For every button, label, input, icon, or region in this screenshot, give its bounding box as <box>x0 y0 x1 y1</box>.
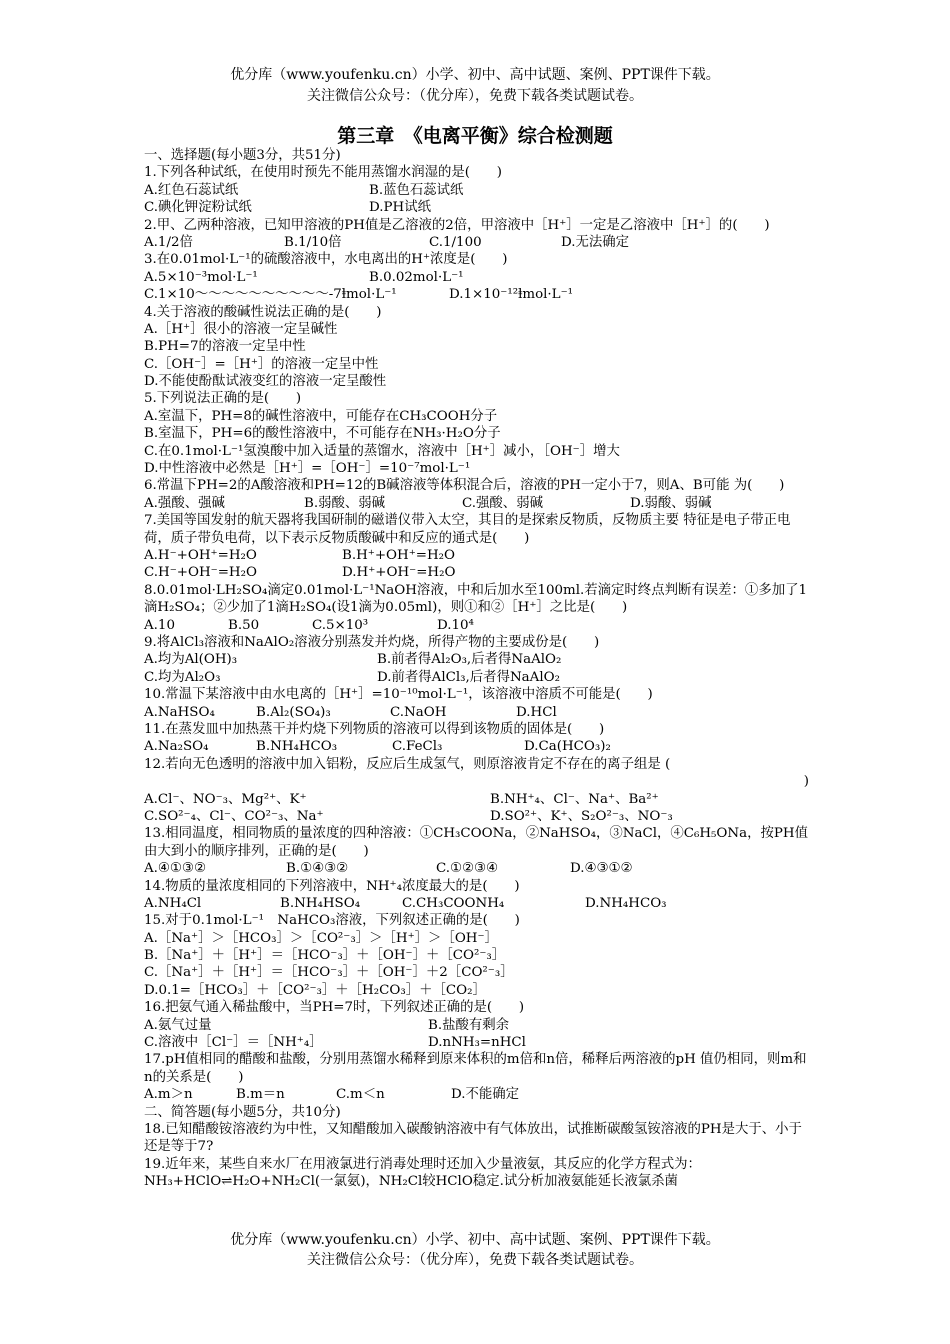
options-row <box>144 791 809 808</box>
option: B.m＝n <box>236 1087 285 1103</box>
option: B.盐酸有剩余 <box>428 1017 510 1033</box>
option: C.1/100 <box>429 234 482 250</box>
option: B.H⁺+OH⁺=H₂O <box>342 548 456 564</box>
option: D.无法确定 <box>561 234 630 250</box>
option: B.室温下，PH=6的酸性溶液中，不可能存在NH₃·H₂O分子 <box>144 426 501 442</box>
options-row <box>144 199 809 216</box>
option: B.PH=7的溶液一定呈中性 <box>144 339 306 355</box>
option: C.NaOH <box>390 704 447 720</box>
option: A.H⁻+OH⁺=H₂O <box>144 548 257 564</box>
option: A.5×10⁻³mol·L⁻¹ <box>144 269 258 285</box>
option: A.④①③② <box>144 861 206 877</box>
option: C.在0.1mol·L⁻¹氢溴酸中加入适量的蒸馏水，溶液中［H⁺］减小，［OH⁻］增大 <box>144 443 620 459</box>
options-row <box>144 895 809 912</box>
option: B.①④③② <box>286 861 349 877</box>
question-stem: 17.pH值相同的醋酸和盐酸，分别用蒸馏水稀释到原来体积的m倍和n倍，稀释后两溶液的pH 值仍相同，则m和n的关系是( ) <box>144 1052 807 1085</box>
question-stem: 14.物质的量浓度相同的下列溶液中，NH⁺₄浓度最大的是( ) <box>144 878 520 894</box>
option: A.［Na⁺］＞［HCO₃］＞［CO²⁻₃］＞［H⁺］＞［OH⁻］ <box>144 930 498 946</box>
options-row <box>144 651 809 668</box>
question-stem: 4.关于溶液的酸碱性说法正确的是( ) <box>144 304 382 320</box>
question-stem: 5.下列说法正确的是( ) <box>144 391 302 407</box>
option: D.NH₄HCO₃ <box>585 895 667 911</box>
option: D.SO²⁺、K⁺、S₂O²⁻₃、NO⁻₃ <box>490 808 673 824</box>
option: A.NaHSO₄ <box>144 704 215 720</box>
option: D.弱酸、弱碱 <box>630 495 712 511</box>
question-stem: 2.甲、乙两种溶液，已知甲溶液的PH值是乙溶液的2倍，甲溶液中［H⁺］一定是乙溶液中［H⁺］的( ) <box>144 217 770 233</box>
option: D.1×10⁻¹²ⱡmol·L⁻¹ <box>449 287 574 303</box>
options-row <box>144 669 809 686</box>
options-row <box>144 1034 809 1051</box>
option: B.0.02mol·L⁻¹ <box>369 269 464 285</box>
option: B.NH₄HSO₄ <box>280 895 361 911</box>
options-row <box>144 286 809 303</box>
question-stem: 1.下列各种试纸，在使用时预先不能用蒸馏水润湿的是( ) <box>144 165 502 181</box>
option: A.10 <box>144 617 175 633</box>
option: A.室温下，PH=8的碱性溶液中，可能存在CH₃COOH分子 <box>144 408 498 424</box>
option: A.Na₂SO₄ <box>144 739 209 755</box>
option: B.前者得Al₂O₃,后者得NaAlO₂ <box>377 652 562 668</box>
option: B.弱酸、弱碱 <box>304 495 386 511</box>
question-stem: 3.在0.01mol·L⁻¹的硫酸溶液中，水电离出的H⁺浓度是( ) <box>144 252 508 268</box>
question-paren: ) <box>803 774 809 790</box>
question-stem: 13.相同温度，相同物质的量浓度的四种溶液：①CH₃COONa，②NaHSO₄，③NaCl，④C₆H₅ONa，按PH值由大到小的顺序排列，正确的是( ) <box>144 826 808 859</box>
footer-line-2: 关注微信公众号：（优分库），免费下载各类试题试卷。 <box>307 1252 643 1268</box>
question-stem: 19.近年来，某些自来水厂在用液氯进行消毒处理时还加入少量液氨，其反应的化学方程式为：NH₃+HClO⇌H₂O+NH₂Cl(一氯氨)，NH₂Cl较HClO稳定.试分析加液氨能延长液氯杀菌 <box>144 1156 701 1190</box>
option: D.HCl <box>516 704 557 720</box>
option: D.不能确定 <box>451 1087 520 1103</box>
option: D.PH试纸 <box>369 200 431 216</box>
option: A.m＞n <box>144 1087 193 1103</box>
option: D.不能使酚酞试液变红的溶液一定呈酸性 <box>144 374 387 390</box>
option: C.SO²⁻₄、Cl⁻、CO²⁻₃、Na⁺ <box>144 808 324 824</box>
option: C.①②③④ <box>436 861 499 877</box>
question-stem: 18.已知醋酸铵溶液约为中性，又知醋酸加入碳酸钠溶液中有气体放出，试推断碳酸氢铵溶液的PH是大于、小于还是等于7? <box>144 1122 802 1155</box>
option: C.CH₃COONH₄ <box>402 895 505 911</box>
option: B.NH⁺₄、Cl⁻、Na⁺、Ba²⁺ <box>490 791 659 807</box>
option: D.nNH₃=nHCl <box>428 1035 526 1051</box>
option: D.④③①② <box>570 861 633 877</box>
question-stem: 16.把氨气通入稀盐酸中，当PH=7时，下列叙述正确的是( ) <box>144 1000 525 1016</box>
option: D.10⁴ <box>437 617 474 633</box>
option: D.0.1=［HCO₃］＋［CO²⁻₃］＋［H₂CO₃］＋［CO₂］ <box>144 982 486 998</box>
option: C.碘化钾淀粉试纸 <box>144 200 252 216</box>
option: B.Al₂(SO₄)₃ <box>256 704 331 720</box>
option: C.FeCl₃ <box>392 739 443 755</box>
option: B.［Na⁺］＋［H⁺］＝［HCO⁻₃］＋［OH⁻］＋［CO²⁻₃］ <box>144 948 506 964</box>
question-stem: 8.0.01mol·LH₂SO₄滴定0.01mol·L⁻¹NaOH溶液，中和后加水至100ml.若滴定时终点判断有误差：①多加了1滴H₂SO₄；②少加了1滴H₂SO₄(设1滴为0.05ml)，则①和②［H⁺］之比是( ) <box>144 582 808 616</box>
option: C.强酸、弱碱 <box>462 495 543 511</box>
header-line-2: 关注微信公众号：（优分库），免费下载各类试题试卷。 <box>307 88 643 104</box>
option: A.红色石蕊试纸 <box>144 182 239 198</box>
options-row <box>144 1017 809 1034</box>
options-row <box>144 617 809 634</box>
option: D.前者得AlCl₃,后者得NaAlO₂ <box>377 669 560 685</box>
options-row <box>144 738 809 755</box>
option: C.［OH⁻］=［H⁺］的溶液一定呈中性 <box>144 356 379 372</box>
option: B.蓝色石蕊试纸 <box>369 182 464 198</box>
option: B.NH₄HCO₃ <box>256 739 338 755</box>
header-line-1: 优分库（www.youfenku.cn）小学、初中、高中试题、案例、PPT课件下载。 <box>230 67 720 83</box>
option: D.中性溶液中必然是［H⁺］=［OH⁻］=10⁻⁷mol·L⁻¹ <box>144 461 471 477</box>
options-row <box>144 182 809 199</box>
options-row <box>144 860 809 877</box>
question-stem: 6.常温下PH=2的A酸溶液和PH=12的B碱溶液等体积混合后，溶液的PH一定小于7，则A、B可能 为( ) <box>144 478 785 494</box>
question-stem: 11.在蒸发皿中加热蒸干并灼烧下列物质的溶液可以得到该物质的固体是( ) <box>144 721 605 737</box>
option: D.H⁺+OH⁻=H₂O <box>342 565 456 581</box>
option: A.氨气过量 <box>144 1017 212 1033</box>
page-title: 第三章 《电离平衡》综合检测题 <box>337 125 613 147</box>
footer-line-1: 优分库（www.youfenku.cn）小学、初中、高中试题、案例、PPT课件下载。 <box>230 1232 720 1248</box>
question-stem: 7.美国等国发射的航天器将我国研制的磁谱仪带入太空，其目的是探索反物质，反物质主要 特征是电子带正电荷，质子带负电荷，以下表示反物质酸碱中和反应的通式是( ) <box>144 513 791 546</box>
option: C.H⁻+OH⁻=H₂O <box>144 565 257 581</box>
options-row <box>144 269 809 286</box>
option: D.Ca(HCO₃)₂ <box>524 739 611 755</box>
question-stem: 12.若向无色透明的溶液中加入铝粉，反应后生成氢气，则原溶液肯定不存在的离子组是 ( <box>144 756 671 772</box>
options-row <box>144 564 809 581</box>
options-row <box>144 547 809 564</box>
option: A.强酸、强碱 <box>144 495 225 511</box>
option: C.5×10³ <box>312 617 369 633</box>
options-row <box>144 808 809 825</box>
option: A.NH₄Cl <box>144 895 202 911</box>
option: C.m＜n <box>336 1087 385 1103</box>
section-heading: 二、简答题(每小题5分，共10分) <box>144 1104 341 1120</box>
question-stem: 10.常温下某溶液中由水电离的［H⁺］=10⁻¹⁰mol·L⁻¹，该溶液中溶质不可能是( ) <box>144 687 653 703</box>
option: A.Cl⁻、NO⁻₃、Mg²⁺、K⁺ <box>144 791 307 807</box>
option: C.1×10〜〜〜〜〜〜〜〜〜〜-7ⱡmol·L⁻¹ <box>144 287 397 303</box>
question-stem: 15.对于0.1mol·L⁻¹ NaHCO₃溶液，下列叙述正确的是( ) <box>144 913 520 929</box>
options-row <box>144 495 809 512</box>
exam-body <box>144 147 809 1191</box>
options-row <box>144 234 809 251</box>
option: A.均为Al(OH)₃ <box>144 652 238 668</box>
option: B.1/10倍 <box>284 234 342 250</box>
section-heading: 一、选择题(每小题3分，共51分) <box>144 148 341 163</box>
option: A.［H⁺］很小的溶液一定呈碱性 <box>144 321 338 337</box>
question-stem: 9.将AlCl₃溶液和NaAlO₂溶液分别蒸发并灼烧，所得产物的主要成份是( ) <box>144 635 600 651</box>
option: B.50 <box>228 617 260 633</box>
options-row <box>144 1086 809 1103</box>
option: C.均为Al₂O₃ <box>144 669 221 685</box>
options-row <box>144 704 809 721</box>
option: C.溶液中［Cl⁻］＝［NH⁺₄］ <box>144 1035 323 1051</box>
option: A.1/2倍 <box>144 234 193 250</box>
option: C.［Na⁺］＋［H⁺］＝［HCO⁻₃］＋［OH⁻］＋2［CO²⁻₃］ <box>144 965 514 981</box>
